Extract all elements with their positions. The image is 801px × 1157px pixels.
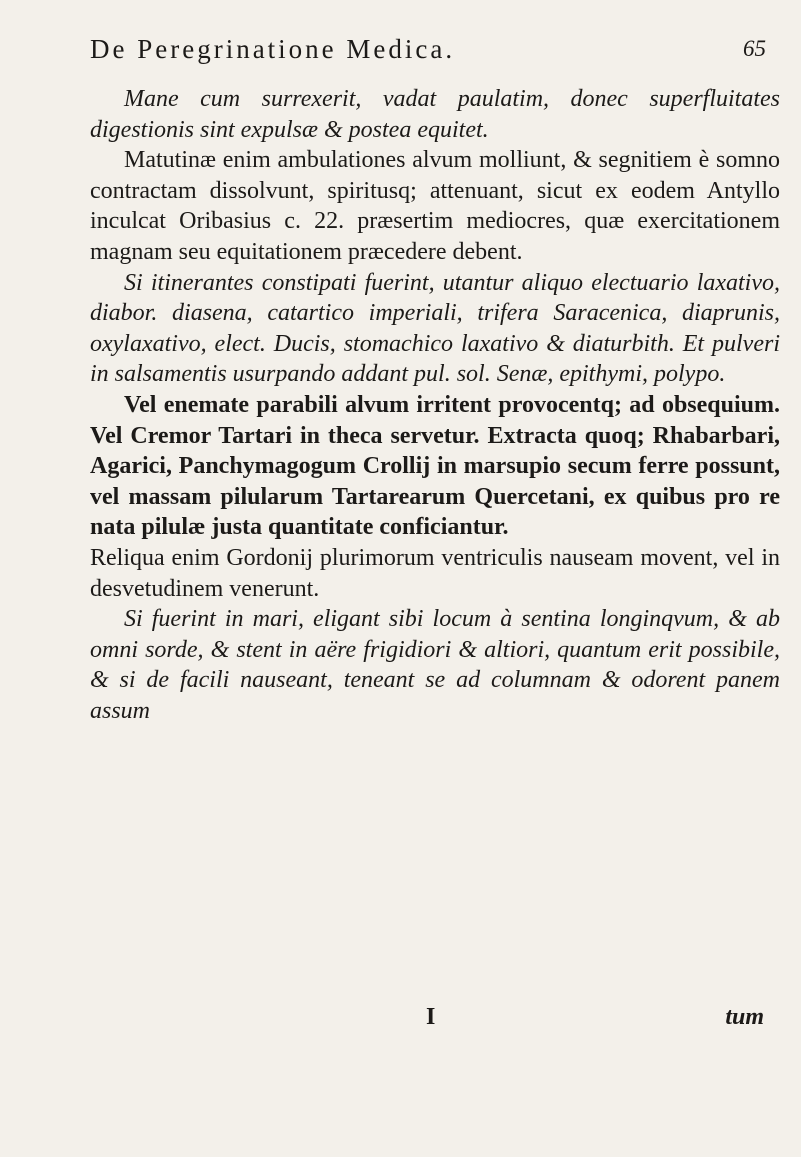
page-header — [90, 34, 780, 74]
signature-mark: I — [426, 1004, 436, 1030]
paragraph-in-mari: Si fuerint in mari, eligant sibi locum à sentina longinqvum, & ab omni sorde, & stent in aëre frigidiori & altiori, quantum erit possibile, & si de facili nauseant, teneant se ad columnam & odorent panem assum — [90, 606, 780, 724]
page-number: 65 — [743, 36, 766, 61]
paragraph-morning-walk: Mane cum surrexerit, vadat paulatim, donec superfluitates digestionis sint expulsæ & postea equitet. — [90, 86, 780, 143]
paragraph-matutinae-ambulationes: Matutinæ enim ambulationes alvum molliunt, & segnitiem è somno contractam dissolvunt, spiritusq; attenuant, sicut ex eodem Antyllo inculcat Oribasius c. 22. præsertim mediocres, quæ exercitationem magnam seu equitationem præcedere debent. — [90, 147, 780, 265]
paragraph-enemate-pilulae: Vel enemate parabili alvum irritent provocentq; ad obsequium. Vel Cremor Tartari in theca servetur. Extracta quoq; Rhabarbari, Agarici, Panchymagogum Crollij in marsupio secum ferre possunt, vel massam pilularum Tartarearum Quercetani, ex quibus pro re nata pilulæ justa quantitate conficiantur. — [90, 391, 780, 541]
catchword: tum — [725, 1004, 764, 1030]
page-footer — [90, 1004, 780, 1038]
paragraph-gordonij-remark: Reliqua enim Gordonij plurimorum ventriculis nauseam movent, vel in desvetudinem venerunt. — [90, 544, 780, 602]
body-text — [90, 84, 780, 726]
running-head: De Peregrinatione Medica. — [90, 34, 456, 64]
paragraph-constipati-remedies: Si itinerantes constipati fuerint, utantur aliquo electuario laxativo, diabor. diasena, catartico imperiali, trifera Saracenica, diaprunis, oxylaxativo, elect. Ducis, stomachico laxativo & diaturbith. Et pulveri in salsamentis usurpando addant pul. sol. Senæ, epithymi, polypo. — [90, 269, 780, 388]
